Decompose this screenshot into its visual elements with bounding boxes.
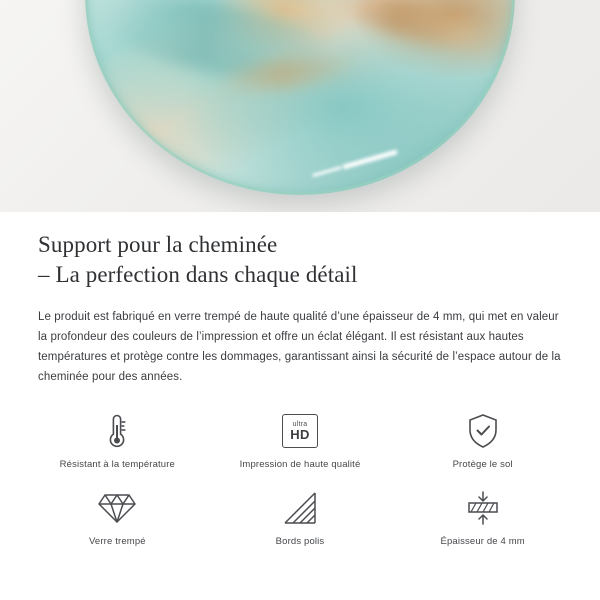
headline-line-2: – La perfection dans chaque détail — [38, 262, 358, 288]
feature-label: Protège le sol — [452, 459, 513, 471]
feature-label: Résistant à la température — [59, 459, 175, 471]
ultra-hd-top-text: ultra — [292, 421, 308, 429]
feature-label: Impression de haute qualité — [239, 459, 361, 471]
feature-thickness — [391, 486, 574, 547]
feature-polished-edges — [209, 486, 392, 547]
feature-grid — [0, 409, 600, 547]
thickness-icon — [463, 486, 503, 530]
headline-line-1: Support pour la cheminée — [38, 232, 278, 257]
ultra-hd-bottom-text: HD — [290, 427, 310, 443]
ultra-hd-icon — [282, 409, 318, 453]
shield-check-icon — [466, 409, 500, 453]
hero-image — [0, 0, 600, 212]
feature-temperature-resistant — [26, 409, 209, 470]
page-title — [38, 230, 562, 291]
feature-floor-protection — [391, 409, 574, 470]
feature-label: Verre trempé — [88, 536, 146, 548]
content-block — [0, 212, 600, 387]
feature-tempered-glass — [26, 486, 209, 547]
polished-edges-icon — [283, 486, 317, 530]
description-paragraph: Le produit est fabriqué en verre trempé de haute qualité d’une épaisseur de 4 mm, qui met en valeur la profondeur des couleurs de l’impression et offre un éclat élégant. Il est résistant aux hautes températures et protège contre les dommages, garantissant ainsi la sécurité de l’espace autour de la cheminée pour des années. — [38, 310, 561, 384]
diamond-icon — [97, 486, 137, 530]
feature-high-quality-print — [209, 409, 392, 470]
feature-label: Bords polis — [275, 536, 325, 548]
thermometer-icon — [104, 409, 130, 453]
feature-label: Épaisseur de 4 mm — [440, 536, 525, 548]
